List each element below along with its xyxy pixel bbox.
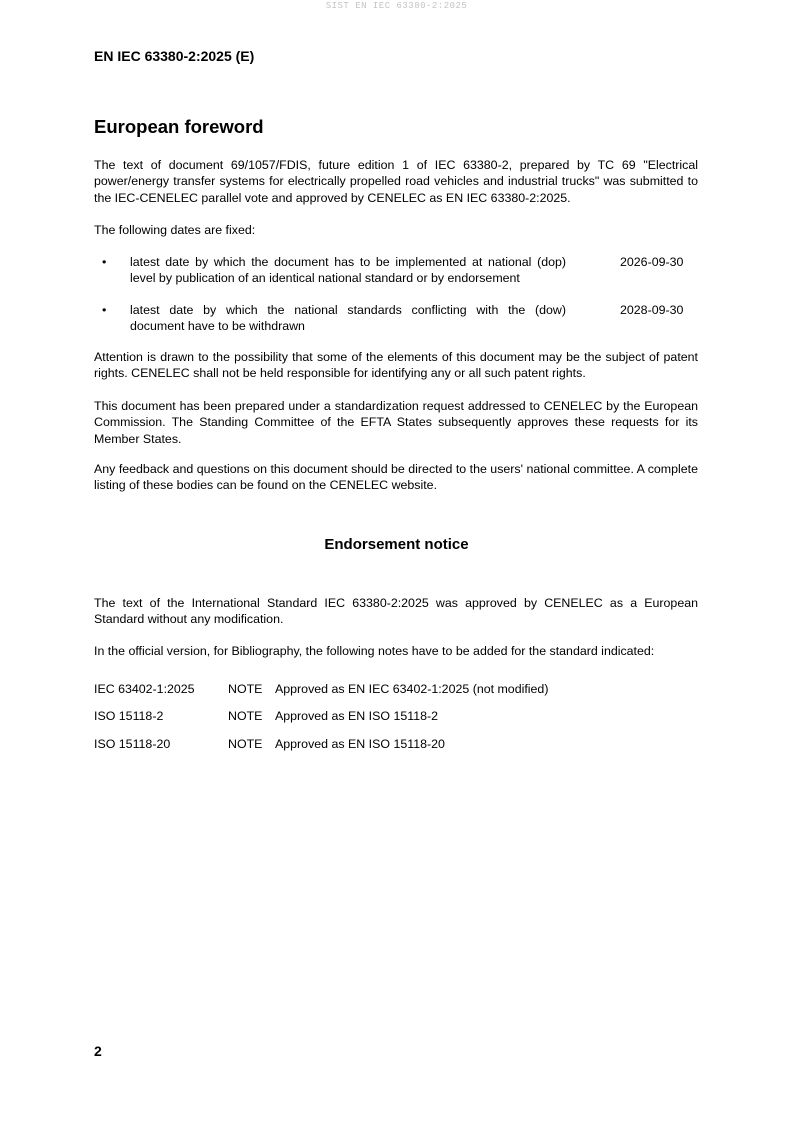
bullet-icon: • xyxy=(102,255,107,269)
endorsement-text: The text of the International Standard IEC 63380-2:2025 was approved by CENELEC as a European Standard without any modification. xyxy=(94,596,698,627)
feedback-paragraph: Any feedback and questions on this document should be directed to the users' national committee. A complete listing of these bodies can be found on the CENELEC website. xyxy=(94,462,698,493)
date-item-date: 2028-09-30 xyxy=(620,303,684,317)
page-number: 2 xyxy=(94,1043,102,1059)
bibliography-note-text: Approved as EN ISO 15118-20 xyxy=(275,737,445,751)
document-reference: EN IEC 63380-2:2025 (E) xyxy=(94,48,255,64)
bibliography-note-label: NOTE xyxy=(228,709,263,723)
bibliography-note-label: NOTE xyxy=(228,682,263,696)
bibliography-standard: IEC 63402-1:2025 xyxy=(94,682,195,696)
patent-paragraph: Attention is drawn to the possibility that some of the elements of this document may be the subject of patent rights. CENELEC shall not be held responsible for identifying any or all such patent rights. xyxy=(94,350,698,381)
bibliography-intro: In the official version, for Bibliography, the following notes have to be added for the standard indicated: xyxy=(94,644,655,658)
foreword-title: European foreword xyxy=(94,116,264,137)
date-item-line1: latest date by which the national standards conflicting with the (dow) xyxy=(130,303,566,317)
standardization-paragraph: This document has been prepared under a standardization request addressed to CENELEC by the European Commission. The Standing Committee of the EFTA States subsequently approves these requests for its Member States. xyxy=(94,399,698,446)
bibliography-standard: ISO 15118-20 xyxy=(94,737,171,751)
date-item-line2: document have to be withdrawn xyxy=(130,319,305,334)
bibliography-note-text: Approved as EN ISO 15118-2 xyxy=(275,709,439,723)
date-item-date: 2026-09-30 xyxy=(620,255,684,269)
foreword-intro: The text of document 69/1057/FDIS, future edition 1 of IEC 63380-2, prepared by TC 69 "Electrical power/energy transfer systems for electrically propelled road vehicles and industrial trucks" was submitted to the IEC-CENELEC parallel vote and approved by CENELEC as EN IEC 63380-2:2025. xyxy=(94,158,698,205)
date-item-line2: level by publication of an identical national standard or by endorsement xyxy=(130,271,520,286)
dates-intro: The following dates are fixed: xyxy=(94,223,256,237)
bibliography-standard: ISO 15118-2 xyxy=(94,709,164,723)
bibliography-note-text: Approved as EN IEC 63402-1:2025 (not modified) xyxy=(275,682,549,696)
bibliography-note-label: NOTE xyxy=(228,737,263,751)
watermark: SIST EN IEC 63380-2:2025 xyxy=(325,1,468,11)
date-item-line1: latest date by which the document has to be implemented at national (dop) xyxy=(130,255,566,269)
endorsement-title: Endorsement notice xyxy=(324,536,469,553)
date-item-text xyxy=(130,254,566,287)
bullet-icon: • xyxy=(102,303,107,317)
date-item-text xyxy=(130,302,566,335)
